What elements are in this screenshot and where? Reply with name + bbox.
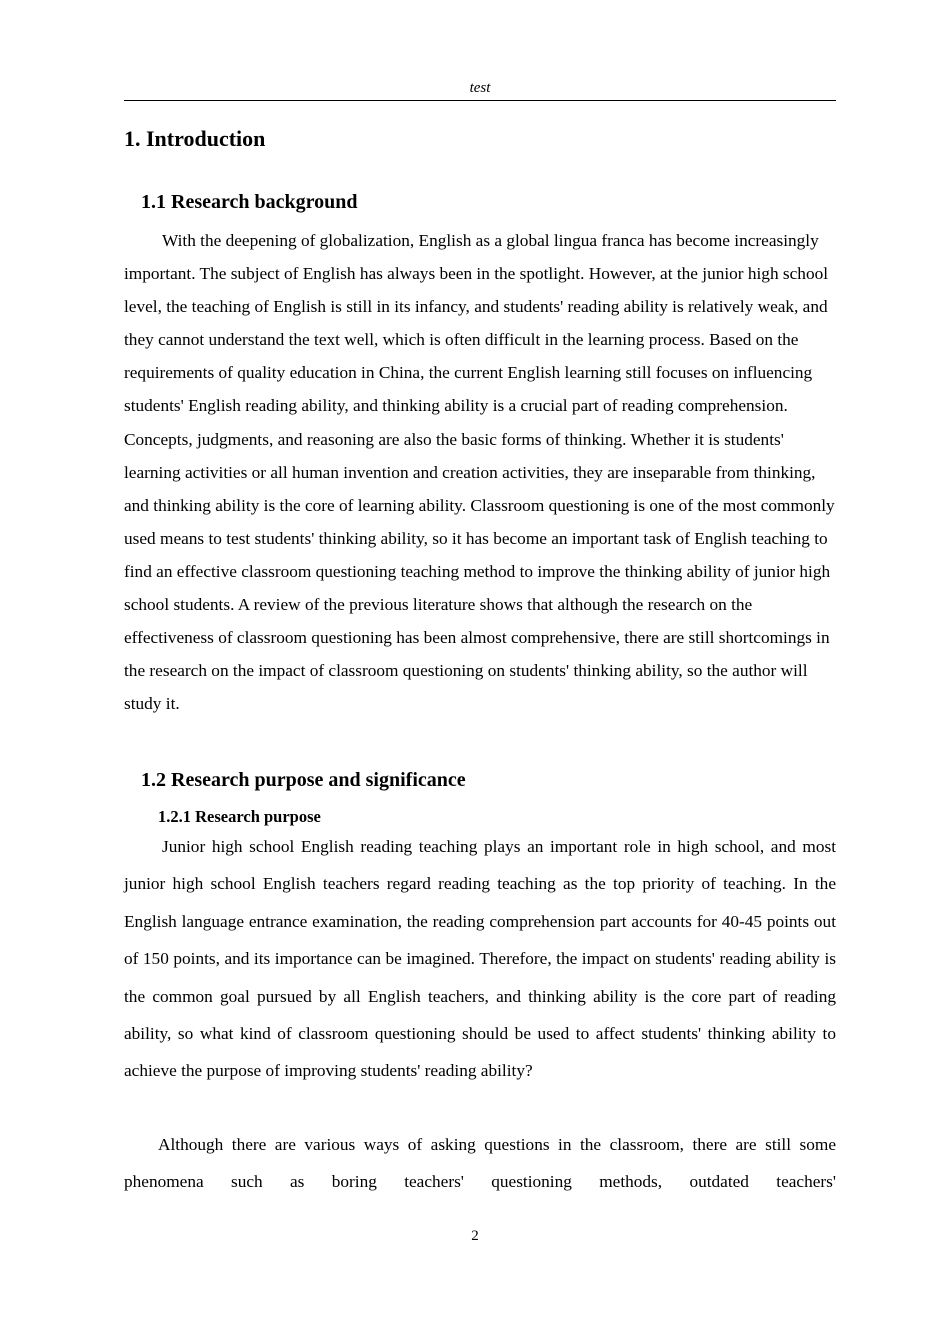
paragraph-research-purpose-1-text: Junior high school English reading teaching plays an important role in high school, and most junior high school English teachers regard reading teaching as the top priority of teaching. In the English language entrance examination, the reading comprehension part accounts for 40-45 points out of 150 points, and its importance can be imagined. Therefore, the impact on students' reading ability is the common goal pursued by all English teachers, and thinking ability is the core part of reading ability, so what kind of classroom questioning should be used to affect students' thinking ability to achieve the purpose of improving students' reading ability?	[124, 837, 836, 1081]
paragraph-research-background	[124, 224, 836, 720]
subsection-heading-research-purpose: 1.2.1 Research purpose	[158, 807, 321, 826]
page-number: 2	[471, 1228, 479, 1244]
section-heading-research-purpose-significance: 1.2 Research purpose and significance	[141, 769, 466, 791]
paragraph-research-background-text: With the deepening of globalization, English as a global lingua franca has become increasingly important. The subject of English has always been in the spotlight. However, at the junior high school level, the teaching of English is still in its infancy, and students' reading ability is relatively weak, and they cannot understand the text well, which is often difficult in the learning process. Based on the requirements of quality education in China, the current English learning still focuses on influencing students' English reading ability, and thinking ability is a crucial part of reading comprehension. Concepts, judgments, and reasoning are also the basic forms of thinking. Whether it is students' learning activities or all human invention and creation activities, they are inseparable from thinking, and thinking ability is the core of learning ability. Classroom questioning is one of the most commonly used means to test students' thinking ability, so it has become an important task of English teaching to find an effective classroom questioning teaching method to improve the thinking ability of junior high school students. A review of the previous literature shows that although the research on the effectiveness of classroom questioning has been almost comprehensive, there are still shortcomings in the research on the impact of classroom questioning on students' thinking ability, so the author will study it.	[124, 231, 835, 714]
running-header-title: test	[469, 80, 491, 96]
paragraph-research-purpose-1	[124, 828, 836, 1090]
paragraph-research-purpose-2	[124, 1126, 836, 1201]
paragraph-research-purpose-2-text: Although there are various ways of asking questions in the classroom, there are still some phenomena such as boring teachers' questioning methods, outdated teachers'	[124, 1135, 836, 1192]
section-heading-introduction: 1. Introduction	[124, 126, 266, 151]
running-header	[124, 78, 836, 101]
section-heading-research-background: 1.1 Research background	[141, 191, 358, 213]
